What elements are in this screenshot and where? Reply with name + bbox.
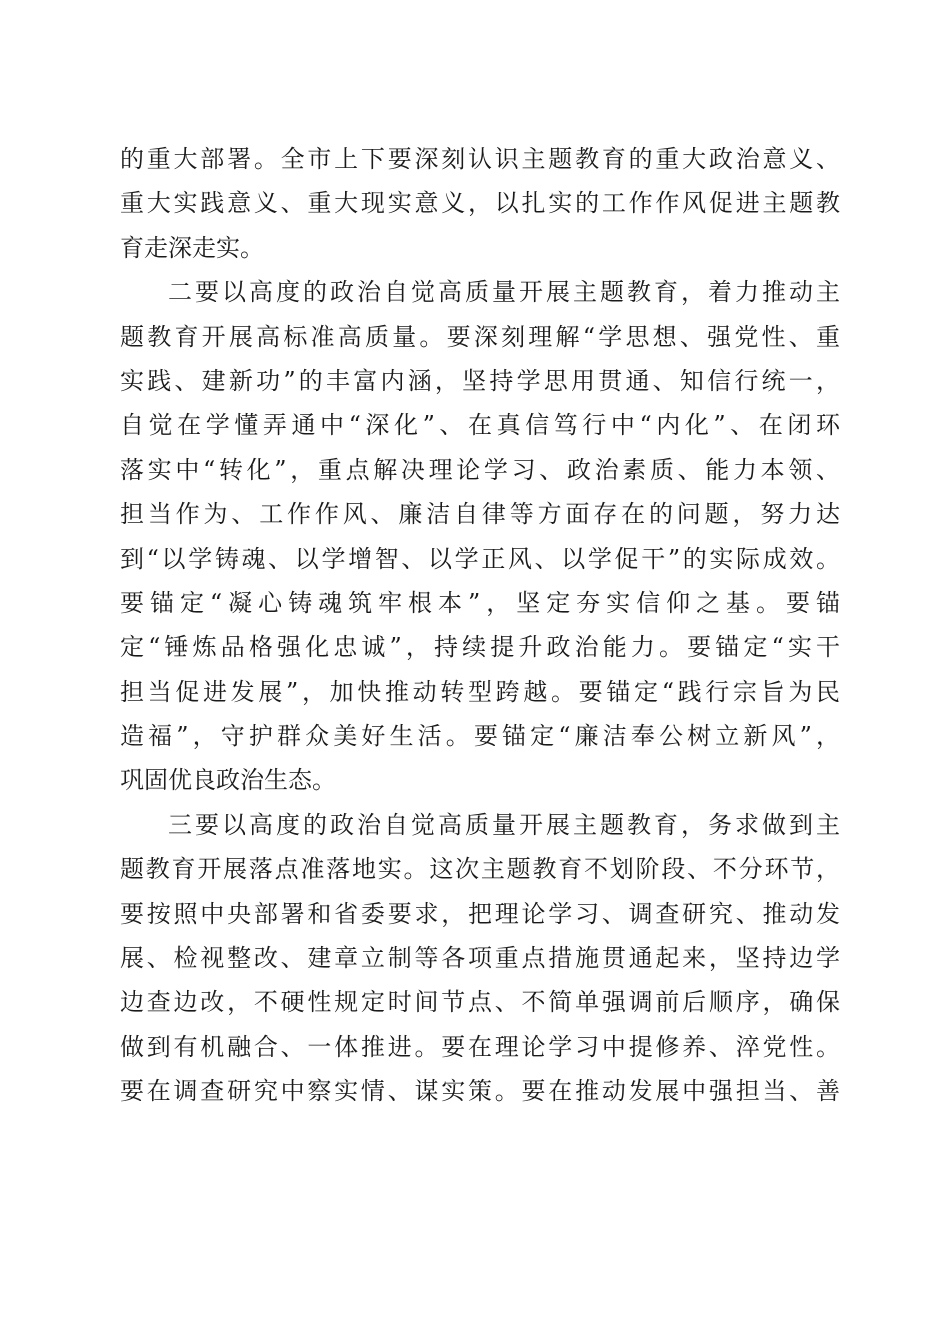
text-line: 育走深走实。 — [120, 233, 264, 262]
text-line: 重大实践意义、重大现实意义，以扎实的工作作风促进主题教 — [120, 189, 840, 218]
text-line: 三要以高度的政治自觉高质量开展主题教育，务求做到主 — [168, 810, 840, 839]
document-body — [120, 137, 840, 1114]
text-line: 要锚定“凝心铸魂筑牢根本”，坚定夯实信仰之基。要锚 — [120, 588, 840, 617]
text-line: 的重大部署。全市上下要深刻认识主题教育的重大政治意义、 — [120, 145, 840, 173]
text-line: 巩固优良政治生态。 — [120, 766, 336, 795]
text-line: 落实中“转化”，重点解决理论学习、政治素质、能力本领、 — [120, 455, 840, 484]
text-line: 担当促进发展”，加快推动转型跨越。要锚定“践行宗旨为民 — [120, 677, 840, 706]
text-line: 担当作为、工作作风、廉洁自律等方面存在的问题，努力达 — [120, 500, 840, 529]
text-line: 展、检视整改、建章立制等各项重点措施贯通起来，坚持边学 — [120, 944, 840, 973]
text-line: 造福”，守护群众美好生活。要锚定“廉洁奉公树立新风”， — [120, 722, 840, 751]
text-line: 做到有机融合、一体推进。要在理论学习中提修养、淬党性。 — [120, 1032, 840, 1061]
text-line: 边查边改，不硬性规定时间节点、不简单强调前后顺序，确保 — [120, 988, 840, 1017]
text-line: 定“锤炼品格强化忠诚”，持续提升政治能力。要锚定“实干 — [120, 633, 840, 662]
text-line: 实践、建新功”的丰富内涵，坚持学思用贯通、知信行统一， — [120, 366, 840, 395]
text-line: 题教育开展落点准落地实。这次主题教育不划阶段、不分环节， — [120, 855, 840, 884]
text-line: 自觉在学懂弄通中“深化”、在真信笃行中“内化”、在闭环 — [120, 411, 840, 440]
text-line: 二要以高度的政治自觉高质量开展主题教育，着力推动主 — [168, 278, 840, 307]
text-line: 要按照中央部署和省委要求，把理论学习、调查研究、推动发 — [120, 899, 840, 928]
text-line: 到“以学铸魂、以学增智、以学正风、以学促干”的实际成效。 — [120, 544, 840, 573]
text-line: 题教育开展高标准高质量。要深刻理解“学思想、强党性、重 — [120, 322, 840, 351]
text-line: 要在调查研究中察实情、谋实策。要在推动发展中强担当、善 — [120, 1077, 840, 1106]
